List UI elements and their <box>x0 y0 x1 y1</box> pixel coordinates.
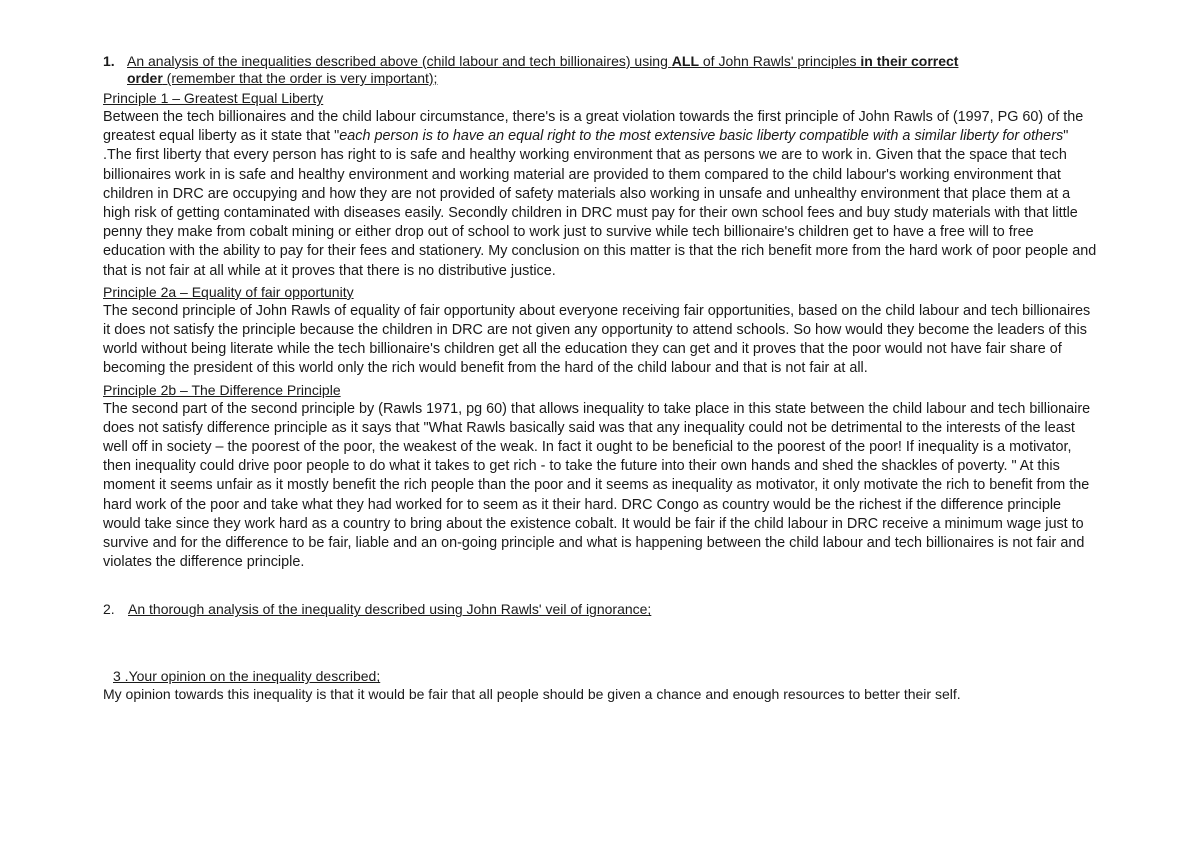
principle-2a-paragraph: The second principle of John Rawls of equality of fair opportunity about everyone receiving fair opportunities, based on the child labour and tech billionaires it does not satisfy the principle because the children in DRC are not given any opportunity to attend schools. So how would they become the leaders of this world without being literate while the tech billionaire's children get all the education they can get and it proves that the poor would not have fair share of becoming the president of this world only the rich would benefit from the hard of the child labour and that is not fair at all. <box>103 302 1091 377</box>
question-1-number: 1. <box>103 53 115 69</box>
question-3 <box>103 667 1098 685</box>
principle-1-heading: Principle 1 – Greatest Equal Liberty <box>103 90 324 106</box>
question-1-prompt-part3: (remember that the order is very important); <box>162 70 438 86</box>
question-1-prompt-part2: of John Rawls' principles <box>699 53 861 69</box>
principle-2b-heading: Principle 2b – The Difference Principle <box>103 381 341 398</box>
question-2 <box>103 600 1098 618</box>
principle-1-text-a: Between the tech billionaires and the child labour circumstance, there's is a great violation towards the first principle of John Rawls of (1997, PG 60) of the greatest equal liberty as it state that " <box>103 109 1084 145</box>
question-1-emphasis-order: order <box>127 70 163 86</box>
question-1-prompt-part1: An analysis of the inequalities described above (child labour and tech billionaires) using <box>127 53 672 69</box>
question-1-emphasis-all: ALL <box>671 53 699 69</box>
question-1-emphasis-correct: in their correct <box>860 53 959 69</box>
question-2-prompt: An thorough analysis of the inequality described using John Rawls' veil of ignorance; <box>128 601 652 618</box>
principle-2b-paragraph: The second part of the second principle by (Rawls 1971, pg 60) that allows inequality to take place in this state between the child labour and tech billionaire does not satisfy difference principle as it says that "What Rawls basically said was that any inequality could not be detrimental to the interests of the least well off in society – the poorest of the poor, the weakest of the weak. In fact it ought to be beneficial to the poorest of the poor! If inequality is a motivator, then inequality could drive poor people to do what it takes to get rich - to take the future into their own hands and shed the shackles of poverty. " At this moment it seems unfair as it mostly benefit the rich people than the poor and it seems as inequality as motivator, it only motivate the rich to benefit from the hard work of the poor and take what they had worked for to seem as it their hard. DRC Congo as country would be the richest if the difference principle would take since they work hard as a country to bring about the existence cobalt. It would be fair if the child labour in DRC receive a minimum wage just to survive and for the difference to be fair, liable and an on-going principle and what is happening between the child labour and tech billionaires is not fair and violates the difference principle. <box>103 400 1091 571</box>
document-page <box>103 53 1098 703</box>
question-2-number: 2. <box>103 601 115 618</box>
principle-1-quote: each person is to have an equal right to the most extensive basic liberty compatible with a similar liberty for others <box>339 128 1064 145</box>
principle-2a-heading: Principle 2a – Equality of fair opportunity <box>103 283 354 300</box>
principle-1-paragraph <box>103 108 1098 281</box>
principle-1-text-b: " .The first liberty that every person has right to is safe and healthy working environment that as persons we are to work in. Given that the space that tech billionaires work in is safe and healthy environment and working material are provided to them compared to the child labour's working environment that children in DRC are occupying and how they are not provided of safety materials also working in unsafe and unhealthy environment that place them at a high risk of getting contaminated with diseases easily. Secondly children in DRC must pay for their own school fees and buy study materials with that little penny they make from cobalt mining or either drop out of school to work just to survive while tech billionaire's children get to have a free will to free education with the ability to pay for their fees and stationery. My conclusion on this matter is that the rich benefit more from the hard work of poor people and that is not fair at all while at it proves that there is no distributive justice. <box>103 128 1097 279</box>
question-3-answer: My opinion towards this inequality is that it would be fair that all people should be given a chance and enough resources to better their self. <box>103 686 961 703</box>
question-1 <box>103 53 1098 87</box>
question-3-prompt: 3 .Your opinion on the inequality described; <box>113 668 381 685</box>
